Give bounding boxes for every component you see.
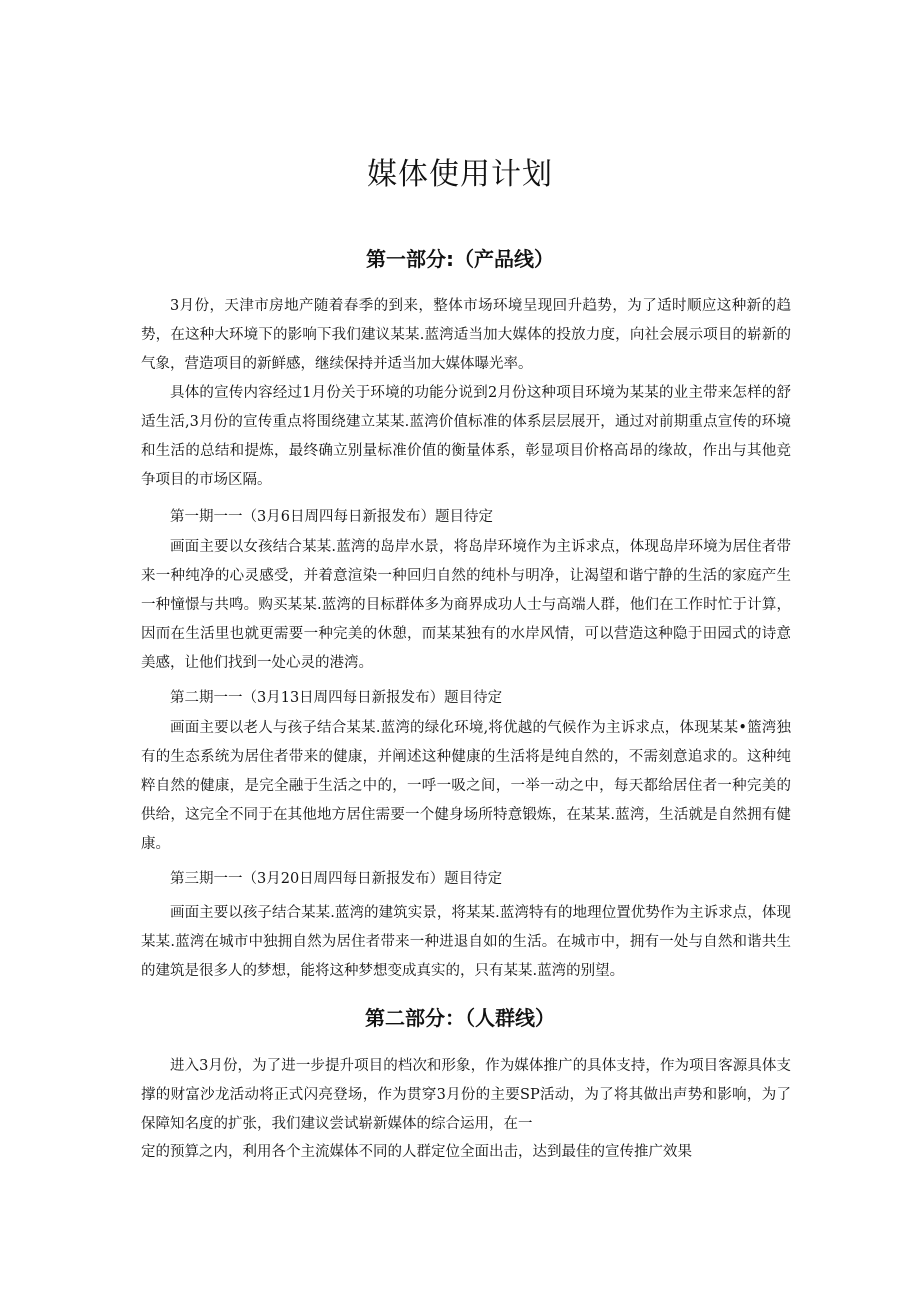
issue-3-label: 第三期一一（3月20日周四每日新报发布）题目待定 bbox=[170, 871, 503, 887]
part1-paragraph-1: 3月份，天津市房地产随着春季的到来，整体市场环境呈现回升趋势，为了适时顺应这种新的趋势，在这种大环境下的影响下我们建议某某.蓝湾适当加大媒体的投放力度，向社会展示项目的崭新的气象，营造项目的新鲜感，继续保持并适当加大媒体曝光率。 bbox=[141, 298, 791, 372]
part2-paragraph: 进入3月份，为了进一步提升项目的档次和形象，作为媒体推广的具体支持，作为项目客源具体支撑的财富沙龙活动将正式闪亮登场，作为贯穿3月份的主要SP活动，为了将其做出声势和影响，为了保障知名度的扩张，我们建议尝试崭新媒体的综合运用，在一 bbox=[141, 1058, 791, 1132]
issue-1-body: 画面主要以女孩结合某某.蓝湾的岛岸水景，将岛岸环境作为主诉求点，体现岛岸环境为居住者带来一种纯净的心灵感受，并着意渲染一种回归自然的纯朴与明净，让渴望和谐宁静的生活的家庭产生一种憧憬与共鸣。购买某某.蓝湾的目标群体多为商界成功人士与高端人群，他们在工作时忙于计算，因而在生活里也就更需要一种完美的休憩，而某某独有的水岸风情，可以营造这种隐于田园式的诗意美感，让他们找到一处心灵的港湾。 bbox=[141, 539, 791, 671]
issue-3-body: 画面主要以孩子结合某某.蓝湾的建筑实景，将某某.蓝湾特有的地理位置优势作为主诉求点，体现某某.蓝湾在城市中独拥自然为居住者带来一种进退自如的生活。在城市中，拥有一处与自然和谐共生的建筑是很多人的梦想，能将这种梦想变成真实的，只有某某.蓝湾的别望。 bbox=[141, 905, 791, 979]
part2-continuation: 定的预算之内，利用各个主流媒体不同的人群定位全面出击，达到最佳的宣传推广效果 bbox=[141, 1144, 692, 1160]
issue-1-label: 第一期一一（3月6日周四每日新报发布）题目待定 bbox=[170, 509, 493, 525]
part1-paragraph-2: 具体的宣传内容经过1月份关于环境的功能分说到2月份这种项目环境为某某的业主带来怎样的舒适生活,3月份的宣传重点将围绕建立某某.蓝湾价值标准的体系层层展开，通过对前期重点宣传的环境和生活的总结和提炼，最终确立别量标准价值的衡量体系，彰显项目价格高昂的缘故，作出与其他竞争项目的市场区隔。 bbox=[141, 385, 791, 488]
issue-2-body: 画面主要以老人与孩子结合某某.蓝湾的绿化环境,将优越的气候作为主诉求点，体现某某•篮湾独有的生态系统为居住者带来的健康，并阐述这种健康的生活将是纯自然的，不需刻意追求的。这种纯粹自然的健康，是完全融于生活之中的，一呼一吸之间，一举一动之中，每天都给居住者一种完美的供给，这完全不同于在其他地方居住需要一个健身场所特意锻炼，在某某.蓝湾，生活就是自然拥有健康。 bbox=[141, 720, 791, 852]
document-title: 媒体使用计划 bbox=[367, 157, 553, 192]
issue-2-label: 第二期一一（3月13日周四每日新报发布）题目待定 bbox=[170, 690, 503, 706]
part1-heading: 第一部分:（产品线） bbox=[366, 247, 554, 271]
part2-heading: 第二部分：（人群线） bbox=[365, 1006, 555, 1030]
